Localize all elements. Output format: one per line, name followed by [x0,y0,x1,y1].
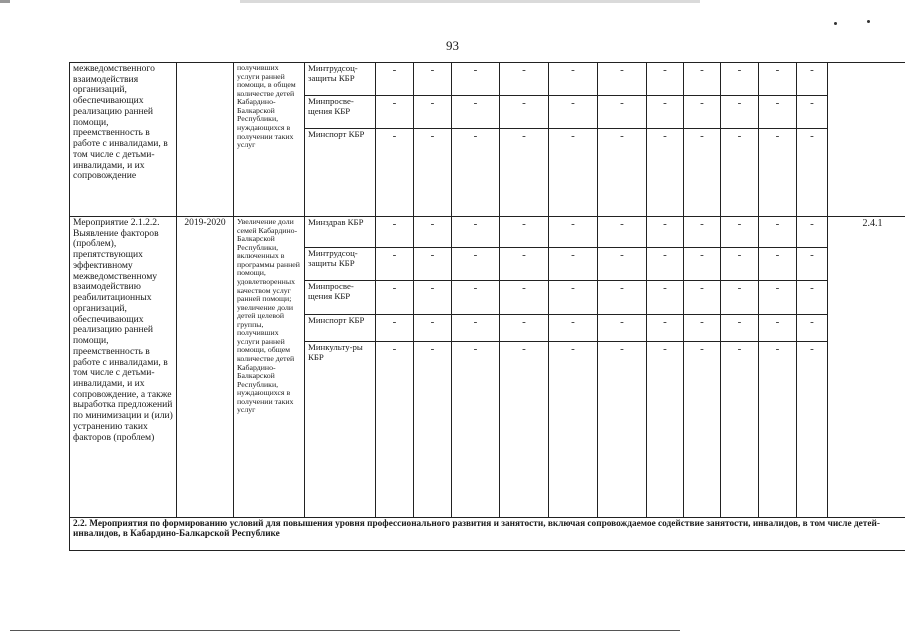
value-cell: - [684,342,721,518]
value-cell: - [500,281,549,315]
value-cell: - [797,129,828,217]
years-cell: 2019-2020 [177,217,234,518]
value-cell: - [414,342,452,518]
value-cell: - [414,281,452,315]
value-cell: - [376,63,414,96]
value-cell: - [721,342,759,518]
value-cell: - [414,217,452,248]
value-cell: - [797,96,828,129]
value-cell: - [414,63,452,96]
value-cell: - [684,129,721,217]
value-cell: - [414,315,452,342]
value-cell: - [414,129,452,217]
value-cell: - [721,96,759,129]
value-cell: - [598,248,647,281]
scan-bottom-edge [10,630,680,631]
value-cell: - [759,315,797,342]
agency-cell: Минздрав КБР [305,217,376,248]
value-cell: - [684,63,721,96]
value-cell: - [452,248,500,281]
value-cell: - [549,129,598,217]
indicator-cell: Увеличение доли семей Кабардино-Балкарской Республики, включенных в программы ранней помощи, удовлетворенных качеством услуг ранней помощи; увеличение доли детей целевой группы, получивших услуги ранней помощи, общем количестве детей Кабардино-Балкарской Республики, нуждающихся в получении таких услуг [234,217,305,518]
program-table [69,62,905,551]
table-row [70,63,905,96]
value-cell: - [549,342,598,518]
value-cell: - [376,248,414,281]
value-cell: - [598,342,647,518]
value-cell: - [549,96,598,129]
value-cell: - [721,217,759,248]
value-cell: - [452,315,500,342]
value-cell: - [759,129,797,217]
value-cell: - [452,217,500,248]
value-cell: - [549,281,598,315]
value-cell: - [500,129,549,217]
value-cell: - [721,63,759,96]
value-cell: - [684,315,721,342]
value-cell: - [376,217,414,248]
measure-name-cell: Мероприятие 2.1.2.2. Выявление факторов (проблем), препятствующих эффективному межведомственному взаимодействию реабилитационных организаций, обеспечивающих реализацию ранней помощи, преемственность в работе с инвалидами, в том числе с детьми-инвалидами, и их сопровождение, а также выработка предложений по минимизации и (или) устранению таких факторов (проблем) [70,217,177,518]
value-cell: - [598,217,647,248]
value-cell: - [684,217,721,248]
value-cell: - [376,129,414,217]
value-cell: - [721,281,759,315]
agency-cell: Минпросве-щения КБР [305,281,376,315]
agency-cell: Минпросве-щения КБР [305,96,376,129]
value-cell: - [549,248,598,281]
agency-cell: Минспорт КБР [305,315,376,342]
agency-cell: Минкульту-ры КБР [305,342,376,518]
value-cell: - [721,129,759,217]
value-cell: - [414,248,452,281]
value-cell: - [759,281,797,315]
value-cell: - [647,129,684,217]
value-cell: - [797,281,828,315]
value-cell: - [759,342,797,518]
value-cell: - [598,281,647,315]
value-cell: - [598,129,647,217]
value-cell: - [500,315,549,342]
value-cell: - [684,281,721,315]
scan-speck [834,22,837,25]
value-cell: - [797,63,828,96]
indicator-code-cell: 2.4.1 [828,217,905,518]
value-cell: - [647,96,684,129]
value-cell: - [452,96,500,129]
value-cell: - [500,217,549,248]
value-cell: - [759,63,797,96]
value-cell: - [598,315,647,342]
value-cell: - [500,96,549,129]
value-cell: - [759,217,797,248]
indicator-cell: получивших услуги ранней помощи, в общем количестве детей Кабардино-Балкарской Республики, нуждающихся в получении таких услуг [234,63,305,217]
value-cell: - [500,248,549,281]
agency-cell: Минтрудсоц-защиты КБР [305,63,376,96]
value-cell: - [797,217,828,248]
value-cell: - [376,281,414,315]
agency-cell: Минтрудсоц-защиты КБР [305,248,376,281]
value-cell: - [549,315,598,342]
measure-name-cell: межведомственного взаимодействия организаций, обеспечивающих реализацию ранней помощи, преемственность в работе с инвалидами, в том числе с детьми-инвалидами, и их сопровождение [70,63,177,217]
table-row [70,217,905,248]
value-cell: - [452,342,500,518]
value-cell: - [759,248,797,281]
value-cell: - [376,315,414,342]
value-cell: - [721,315,759,342]
value-cell: - [414,96,452,129]
value-cell: - [684,96,721,129]
value-cell: - [721,248,759,281]
value-cell: - [376,96,414,129]
value-cell: - [452,129,500,217]
scan-top-edge [0,0,905,3]
value-cell: - [376,342,414,518]
value-cell: - [647,63,684,96]
section-heading: 2.2. Мероприятия по формированию условий для повышения уровня профессионального развития и занятости, включая сопровождаемое содействие занятости, инвалидов, в том числе детей-инвалидов, в Кабардино-Балкарской Республике [70,518,905,551]
value-cell: - [759,96,797,129]
indicator-code-cell [828,63,905,217]
value-cell: - [647,315,684,342]
value-cell: - [647,217,684,248]
value-cell: - [452,63,500,96]
section-heading-row [70,518,905,551]
value-cell: - [598,63,647,96]
years-cell [177,63,234,217]
value-cell: - [549,217,598,248]
value-cell: - [797,342,828,518]
value-cell: - [500,342,549,518]
value-cell: - [797,248,828,281]
value-cell: - [452,281,500,315]
value-cell: - [684,248,721,281]
value-cell: - [647,342,684,518]
page-number: 93 [446,38,459,53]
value-cell: - [647,281,684,315]
value-cell: - [549,63,598,96]
value-cell: - [500,63,549,96]
scan-speck [867,20,870,23]
value-cell: - [647,248,684,281]
value-cell: - [797,315,828,342]
value-cell: - [598,96,647,129]
agency-cell: Минспорт КБР [305,129,376,217]
